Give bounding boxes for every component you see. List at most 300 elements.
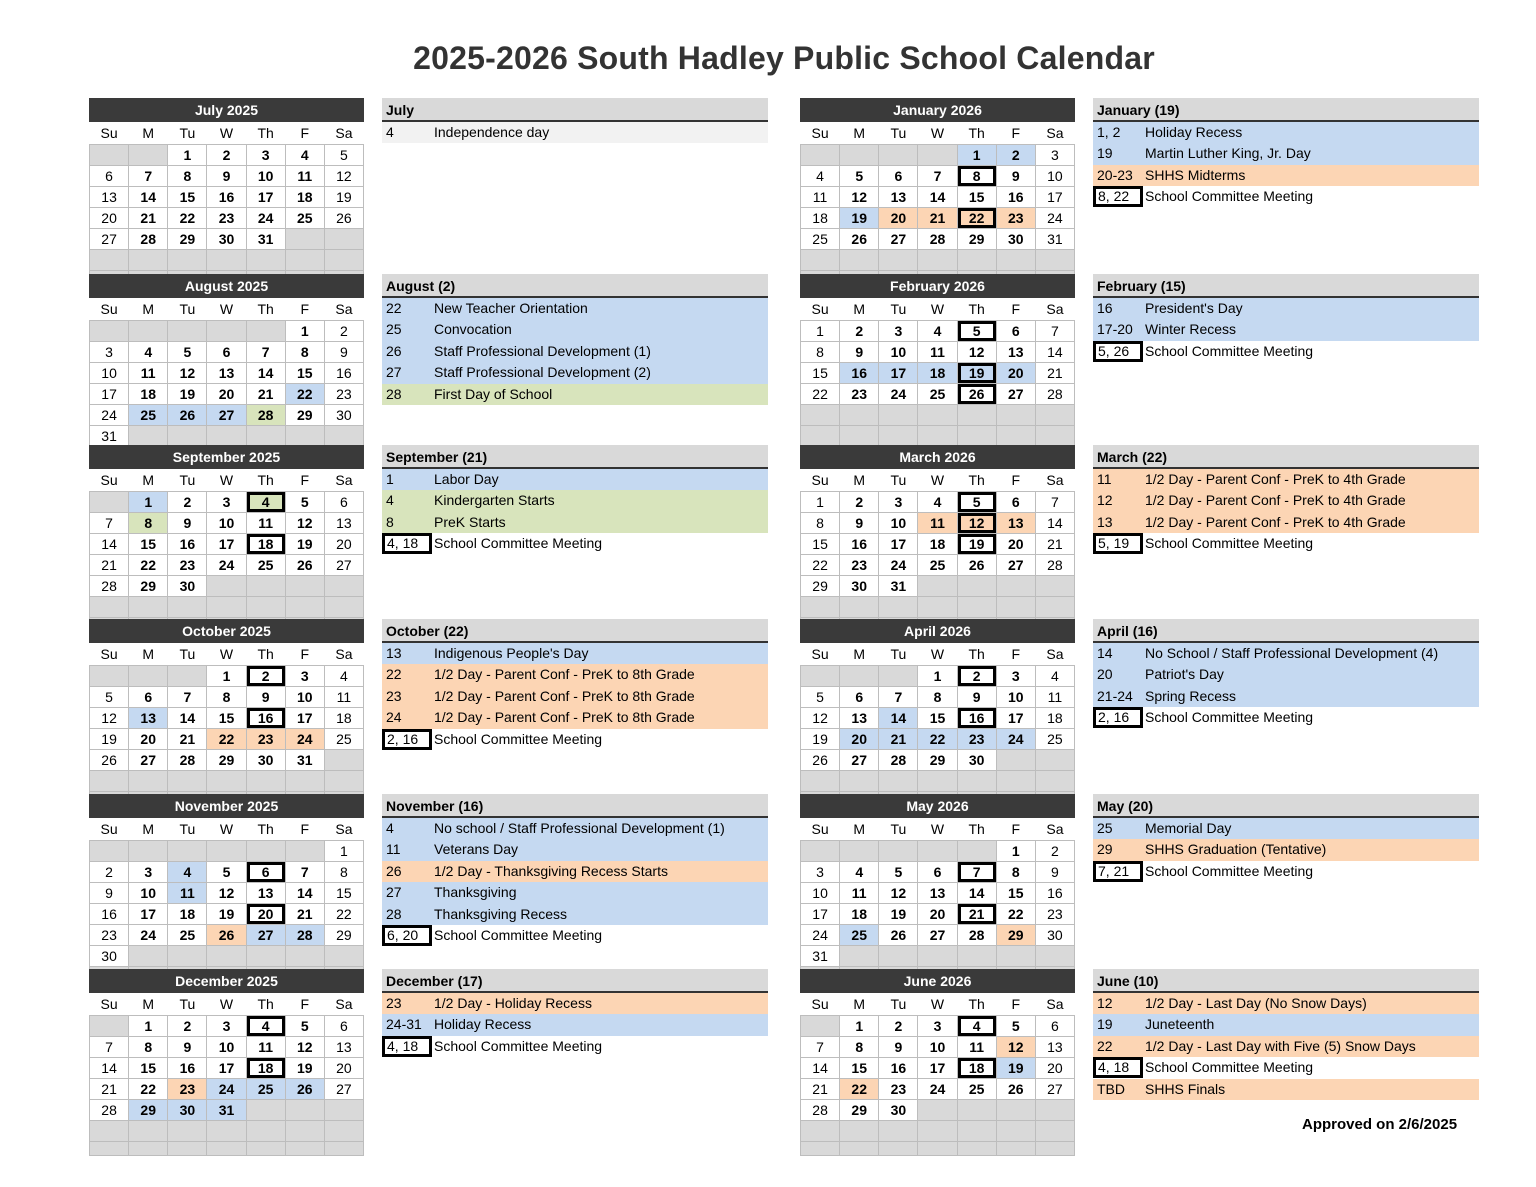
- calendar-day: 1: [957, 144, 996, 165]
- calendar-day: 3: [285, 665, 324, 686]
- calendar-day: 20: [246, 903, 285, 924]
- calendar-blank: [246, 945, 285, 966]
- event-text: School Committee Meeting: [1145, 862, 1314, 879]
- event-date: 2, 16: [382, 729, 432, 750]
- calendar-day: 26: [168, 404, 207, 425]
- event-text: Patriot's Day: [1145, 666, 1224, 683]
- event-text: School Committee Meeting: [1145, 342, 1314, 359]
- calendar-blank: [1035, 1141, 1074, 1155]
- calendar-blank: [90, 665, 129, 686]
- event-date: 25: [386, 321, 402, 338]
- calendar-day: 8: [129, 512, 168, 533]
- event-date: 27: [386, 364, 402, 381]
- calendar-day: 11: [918, 512, 957, 533]
- calendar-day: 23: [840, 383, 879, 404]
- month-calendar: [800, 794, 1075, 981]
- weekday-label: Sa: [324, 643, 363, 665]
- calendar-day: 13: [996, 512, 1035, 533]
- event-date: 1: [386, 471, 394, 487]
- event-text: Veterans Day: [434, 841, 519, 858]
- calendar-day: 9: [246, 686, 285, 707]
- calendar-day: 14: [879, 707, 918, 728]
- weekday-label: W: [918, 643, 957, 665]
- weekday-label: Sa: [1035, 643, 1074, 665]
- month-calendar: [89, 274, 364, 461]
- calendar-blank: [1035, 1120, 1074, 1141]
- calendar-day: 27: [246, 924, 285, 945]
- calendar-blank: [90, 770, 129, 791]
- calendar-blank: [129, 320, 168, 341]
- event-row: [382, 512, 768, 533]
- calendar-day: 19: [996, 1057, 1035, 1078]
- weekday-label: F: [285, 122, 324, 144]
- event-text: PreK Starts: [434, 513, 506, 530]
- event-date: 19: [1097, 145, 1113, 162]
- calendar-day: 10: [918, 1036, 957, 1057]
- event-row: [1093, 664, 1479, 685]
- calendar-blank: [246, 249, 285, 270]
- calendar-day: 5: [957, 491, 996, 512]
- calendar-day: 3: [207, 1015, 246, 1036]
- event-row: [382, 533, 768, 554]
- calendar-day: 22: [129, 1078, 168, 1099]
- calendar-day: 14: [918, 186, 957, 207]
- calendar-blank: [90, 491, 129, 512]
- calendar-blank: [324, 596, 363, 617]
- calendar-day: 30: [957, 749, 996, 770]
- calendar-day: 9: [90, 882, 129, 903]
- calendar-day: 25: [957, 1078, 996, 1099]
- month-calendar: [800, 274, 1075, 461]
- calendar-blank: [129, 840, 168, 861]
- event-text: Independence day: [434, 124, 550, 140]
- calendar-blank: [918, 945, 957, 966]
- calendar-blank: [129, 144, 168, 165]
- calendar-blank: [90, 1141, 129, 1155]
- month-header: May 2026: [800, 794, 1075, 818]
- calendar-day: 11: [801, 186, 840, 207]
- calendar-day: 29: [285, 404, 324, 425]
- calendar-blank: [246, 575, 285, 596]
- calendar-day: 2: [1035, 840, 1074, 861]
- calendar-day: 16: [879, 1057, 918, 1078]
- calendar-day: 26: [996, 1078, 1035, 1099]
- calendar-day: 9: [168, 1036, 207, 1057]
- weekday-label: Tu: [879, 818, 918, 840]
- weekday-label: F: [285, 469, 324, 491]
- events-panel: [1093, 98, 1479, 208]
- calendar-day: 8: [996, 861, 1035, 882]
- weekday-label: Sa: [324, 469, 363, 491]
- weekday-label: Tu: [879, 469, 918, 491]
- calendar-blank: [996, 1099, 1035, 1120]
- event-date: 20: [1097, 666, 1113, 683]
- calendar-day: 21: [1035, 362, 1074, 383]
- weekday-label: Tu: [879, 993, 918, 1015]
- event-row: [1093, 341, 1479, 362]
- event-date: 28: [386, 905, 402, 922]
- weekday-label: Th: [957, 818, 996, 840]
- calendar-blank: [1035, 749, 1074, 770]
- event-row: [382, 362, 768, 383]
- weekday-label: Tu: [168, 818, 207, 840]
- calendar-day: 1: [801, 320, 840, 341]
- calendar-day: 27: [996, 554, 1035, 575]
- calendar-day: 5: [324, 144, 363, 165]
- calendar-day: 1: [129, 491, 168, 512]
- calendar-day: 11: [246, 512, 285, 533]
- calendar-day: 21: [168, 728, 207, 749]
- month-grid: [89, 298, 364, 461]
- event-date: 8: [386, 513, 394, 530]
- calendar-day: 22: [996, 903, 1035, 924]
- event-row: [1093, 533, 1479, 554]
- calendar-day: 5: [801, 686, 840, 707]
- calendar-day: 25: [1035, 728, 1074, 749]
- calendar-day: 10: [996, 686, 1035, 707]
- calendar-day: 31: [285, 749, 324, 770]
- calendar-day: 21: [246, 383, 285, 404]
- calendar-day: 2: [996, 144, 1035, 165]
- calendar-day: 21: [879, 728, 918, 749]
- event-date: 4: [386, 820, 394, 836]
- calendar-day: 17: [879, 533, 918, 554]
- event-date: 24-31: [386, 1016, 422, 1033]
- calendar-day: 24: [1035, 207, 1074, 228]
- calendar-day: 19: [840, 207, 879, 228]
- calendar-blank: [840, 144, 879, 165]
- calendar-day: 27: [996, 383, 1035, 404]
- calendar-blank: [840, 1120, 879, 1141]
- calendar-day: 17: [129, 903, 168, 924]
- calendar-blank: [801, 425, 840, 446]
- calendar-day: 28: [801, 1099, 840, 1120]
- event-date: 19: [1097, 1016, 1113, 1033]
- calendar-day: 26: [285, 1078, 324, 1099]
- calendar-day: 25: [918, 554, 957, 575]
- calendar-day: 5: [957, 320, 996, 341]
- calendar-day: 11: [957, 1036, 996, 1057]
- calendar-blank: [918, 1141, 957, 1155]
- event-row: [382, 993, 768, 1014]
- calendar-day: 26: [879, 924, 918, 945]
- event-date: 23: [386, 687, 402, 704]
- weekday-label: Su: [801, 298, 840, 320]
- weekday-label: F: [996, 122, 1035, 144]
- calendar-day: 25: [168, 924, 207, 945]
- calendar-day: 12: [168, 362, 207, 383]
- event-text: No School / Staff Professional Development (4): [1145, 645, 1439, 661]
- weekday-label: Th: [957, 469, 996, 491]
- calendar-day: 30: [879, 1099, 918, 1120]
- event-text: First Day of School: [434, 385, 553, 402]
- calendar-day: 10: [129, 882, 168, 903]
- month-grid: [89, 993, 364, 1156]
- event-row: [1093, 643, 1479, 664]
- event-text: Kindergarten Starts: [434, 492, 555, 509]
- calendar-day: 22: [840, 1078, 879, 1099]
- calendar-blank: [324, 425, 363, 446]
- event-date: 16: [1097, 300, 1113, 316]
- calendar-day: 10: [90, 362, 129, 383]
- calendar-day: 12: [879, 882, 918, 903]
- calendar-day: 7: [879, 686, 918, 707]
- weekday-label: Su: [801, 818, 840, 840]
- calendar-blank: [168, 1120, 207, 1141]
- calendar-day: 16: [90, 903, 129, 924]
- calendar-day: 4: [246, 1015, 285, 1036]
- weekday-label: F: [285, 643, 324, 665]
- calendar-day: 12: [90, 707, 129, 728]
- event-row: [1093, 1057, 1479, 1078]
- calendar-blank: [801, 1120, 840, 1141]
- calendar-day: 13: [324, 512, 363, 533]
- calendar-day: 3: [879, 320, 918, 341]
- calendar-day: 9: [1035, 861, 1074, 882]
- calendar-day: 11: [324, 686, 363, 707]
- month-grid: [89, 643, 364, 806]
- calendar-day: 22: [324, 903, 363, 924]
- calendar-day: 24: [90, 404, 129, 425]
- calendar-day: 10: [246, 165, 285, 186]
- calendar-day: 20: [129, 728, 168, 749]
- calendar-blank: [996, 945, 1035, 966]
- event-date: 13: [1097, 513, 1113, 530]
- calendar-day: 23: [207, 207, 246, 228]
- event-date: 8, 22: [1093, 186, 1143, 207]
- event-row: [382, 341, 768, 362]
- calendar-blank: [801, 1015, 840, 1036]
- calendar-day: 5: [207, 861, 246, 882]
- calendar-blank: [285, 770, 324, 791]
- event-row: [382, 384, 768, 405]
- event-date: 6, 20: [382, 925, 432, 946]
- calendar-day: 30: [996, 228, 1035, 249]
- calendar-day: 19: [801, 728, 840, 749]
- calendar-blank: [996, 1120, 1035, 1141]
- calendar-day: 6: [207, 341, 246, 362]
- calendar-blank: [168, 320, 207, 341]
- weekday-label: Tu: [168, 643, 207, 665]
- calendar-blank: [129, 665, 168, 686]
- calendar-day: 25: [246, 1078, 285, 1099]
- event-text: 1/2 Day - Thanksgiving Recess Starts: [434, 862, 668, 879]
- event-text: School Committee Meeting: [434, 926, 603, 943]
- calendar-day: 28: [957, 924, 996, 945]
- event-text: School Committee Meeting: [434, 1037, 603, 1054]
- event-text: Indigenous People's Day: [434, 645, 589, 661]
- calendar-day: 1: [918, 665, 957, 686]
- calendar-day: 14: [129, 186, 168, 207]
- calendar-day: 3: [246, 144, 285, 165]
- calendar-day: 11: [168, 882, 207, 903]
- events-panel: [382, 619, 768, 750]
- event-date: 7, 21: [1093, 861, 1143, 882]
- calendar-day: 30: [324, 404, 363, 425]
- calendar-day: 28: [90, 575, 129, 596]
- calendar-day: 24: [207, 1078, 246, 1099]
- calendar-blank: [879, 1120, 918, 1141]
- month-calendar: [800, 619, 1075, 806]
- calendar-day: 29: [207, 749, 246, 770]
- calendar-day: 7: [168, 686, 207, 707]
- event-row: [382, 904, 768, 925]
- calendar-day: 16: [996, 186, 1035, 207]
- calendar-day: 7: [1035, 320, 1074, 341]
- event-text: Winter Recess: [1145, 321, 1237, 338]
- calendar-day: 5: [996, 1015, 1035, 1036]
- calendar-day: 25: [246, 554, 285, 575]
- calendar-day: 12: [957, 512, 996, 533]
- calendar-day: 14: [1035, 341, 1074, 362]
- calendar-day: 6: [918, 861, 957, 882]
- calendar-day: 25: [918, 383, 957, 404]
- event-text: President's Day: [1145, 300, 1243, 316]
- event-row: [1093, 469, 1479, 490]
- event-date: 28: [386, 385, 402, 402]
- calendar-day: 27: [879, 228, 918, 249]
- calendar-day: 10: [1035, 165, 1074, 186]
- calendar-blank: [840, 596, 879, 617]
- weekday-label: M: [840, 993, 879, 1015]
- event-date: 1, 2: [1097, 124, 1121, 140]
- calendar-day: 10: [207, 512, 246, 533]
- event-row: [382, 643, 768, 664]
- calendar-day: 24: [996, 728, 1035, 749]
- event-date: 5, 26: [1093, 341, 1143, 362]
- calendar-day: 13: [207, 362, 246, 383]
- calendar-day: 20: [324, 533, 363, 554]
- calendar-day: 10: [207, 1036, 246, 1057]
- calendar-blank: [324, 1141, 363, 1155]
- weekday-label: F: [996, 298, 1035, 320]
- calendar-blank: [168, 1141, 207, 1155]
- weekday-label: M: [840, 643, 879, 665]
- month-grid: [89, 122, 364, 285]
- calendar-day: 19: [207, 903, 246, 924]
- calendar-day: 5: [285, 1015, 324, 1036]
- calendar-day: 7: [801, 1036, 840, 1057]
- event-row: [382, 925, 768, 946]
- calendar-blank: [285, 228, 324, 249]
- calendar-day: 23: [246, 728, 285, 749]
- weekday-label: F: [996, 469, 1035, 491]
- event-row: [382, 664, 768, 685]
- weekday-label: Th: [957, 993, 996, 1015]
- calendar-blank: [840, 249, 879, 270]
- calendar-day: 18: [801, 207, 840, 228]
- calendar-day: 17: [285, 707, 324, 728]
- event-date: 23: [386, 995, 402, 1011]
- calendar-day: 18: [918, 362, 957, 383]
- calendar-day: 6: [1035, 1015, 1074, 1036]
- calendar-blank: [996, 249, 1035, 270]
- event-date: 2, 16: [1093, 707, 1143, 728]
- event-text: Spring Recess: [1145, 687, 1237, 704]
- calendar-day: 24: [801, 924, 840, 945]
- calendar-day: 16: [840, 362, 879, 383]
- calendar-day: 11: [246, 1036, 285, 1057]
- calendar-blank: [207, 575, 246, 596]
- calendar-blank: [879, 404, 918, 425]
- calendar-day: 26: [840, 228, 879, 249]
- calendar-day: 26: [324, 207, 363, 228]
- event-text: School Committee Meeting: [1145, 1059, 1314, 1076]
- events-header: December (17): [382, 969, 768, 993]
- calendar-day: 25: [840, 924, 879, 945]
- weekday-label: Su: [801, 993, 840, 1015]
- event-date: 12: [1097, 492, 1113, 509]
- event-date: 4, 18: [1093, 1057, 1143, 1078]
- calendar-day: 31: [1035, 228, 1074, 249]
- weekday-label: F: [996, 993, 1035, 1015]
- event-date: 26: [386, 342, 402, 359]
- calendar-day: 21: [801, 1078, 840, 1099]
- event-row: [1093, 686, 1479, 707]
- weekday-label: M: [129, 643, 168, 665]
- event-text: 1/2 Day - Parent Conf - PreK to 4th Grade: [1145, 471, 1406, 487]
- calendar-day: 11: [840, 882, 879, 903]
- calendar-day: 20: [996, 362, 1035, 383]
- calendar-blank: [801, 596, 840, 617]
- month-header: September 2025: [89, 445, 364, 469]
- calendar-day: 2: [90, 861, 129, 882]
- calendar-day: 23: [1035, 903, 1074, 924]
- calendar-blank: [957, 425, 996, 446]
- calendar-day: 5: [90, 686, 129, 707]
- weekday-label: Tu: [879, 298, 918, 320]
- weekday-label: M: [129, 122, 168, 144]
- event-text: 1/2 Day - Parent Conf - PreK to 8th Grade: [434, 666, 695, 683]
- calendar-day: 18: [957, 1057, 996, 1078]
- events-panel: [382, 969, 768, 1057]
- calendar-day: 25: [285, 207, 324, 228]
- weekday-label: M: [129, 469, 168, 491]
- events-header: February (15): [1093, 274, 1479, 298]
- calendar-day: 29: [129, 575, 168, 596]
- calendar-day: 8: [168, 165, 207, 186]
- month-header: March 2026: [800, 445, 1075, 469]
- weekday-label: Th: [957, 643, 996, 665]
- event-text: School Committee Meeting: [434, 730, 603, 747]
- event-date: 14: [1097, 645, 1113, 661]
- event-row: [382, 319, 768, 340]
- calendar-blank: [957, 1120, 996, 1141]
- calendar-day: 26: [801, 749, 840, 770]
- weekday-label: F: [996, 818, 1035, 840]
- calendar-day: 14: [90, 533, 129, 554]
- calendar-day: 17: [801, 903, 840, 924]
- calendar-day: 18: [324, 707, 363, 728]
- event-row: [1093, 512, 1479, 533]
- event-text: Thanksgiving Recess: [434, 905, 568, 922]
- calendar-blank: [996, 425, 1035, 446]
- calendar-blank: [801, 249, 840, 270]
- weekday-label: Th: [246, 818, 285, 840]
- events-header: March (22): [1093, 445, 1479, 469]
- calendar-day: 1: [285, 320, 324, 341]
- weekday-label: Su: [90, 122, 129, 144]
- weekday-label: Sa: [324, 122, 363, 144]
- month-header: February 2026: [800, 274, 1075, 298]
- calendar-day: 9: [996, 165, 1035, 186]
- calendar-day: 17: [918, 1057, 957, 1078]
- weekday-label: Su: [90, 643, 129, 665]
- calendar-day: 19: [879, 903, 918, 924]
- events-panel: [1093, 274, 1479, 362]
- calendar-day: 10: [879, 512, 918, 533]
- month-grid: [800, 469, 1075, 632]
